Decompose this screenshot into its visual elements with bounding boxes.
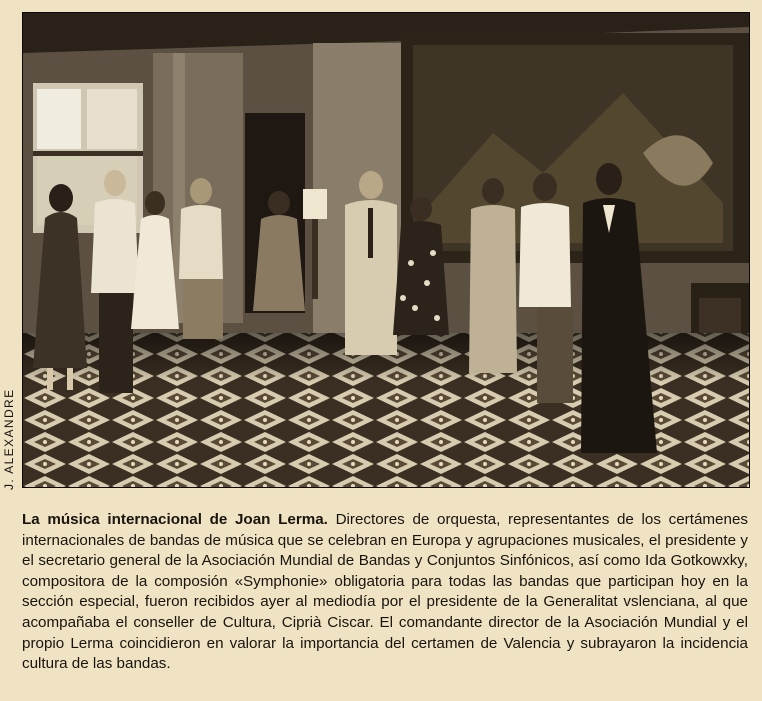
caption-body: Directores de orquesta, representantes de los certámenes internacionales de bandas de música que se celebran en Europa y agrupaciones musicales, el presidente y el secretario general de la Asociación Mundial de Bandas y Conjuntos Sinfónicos, así como Ida Gotkowxky, compositora de la composión «Symphonie» obligatoria para todas las bandas que participan hoy en la sección especial, fueron recibidos ayer al mediodía por el presidente de la Generalitat vslenciana, al que acompañaba el conseller de Cultura, Ciprià Ciscar. El comandante director de la Asociación Mundial y el propio Lerma coincidieron en valorar la importancia del certamen de Valencia y subrayaron la incidencia cultura de las bandas. (22, 511, 748, 673)
photo-illustration (23, 13, 749, 487)
group-photograph (22, 12, 750, 488)
photo-credit: J. ALEXANDRE (2, 388, 16, 490)
photo-caption (22, 510, 748, 675)
caption-headline: La música internacional de Joan Lerma. (22, 511, 328, 528)
